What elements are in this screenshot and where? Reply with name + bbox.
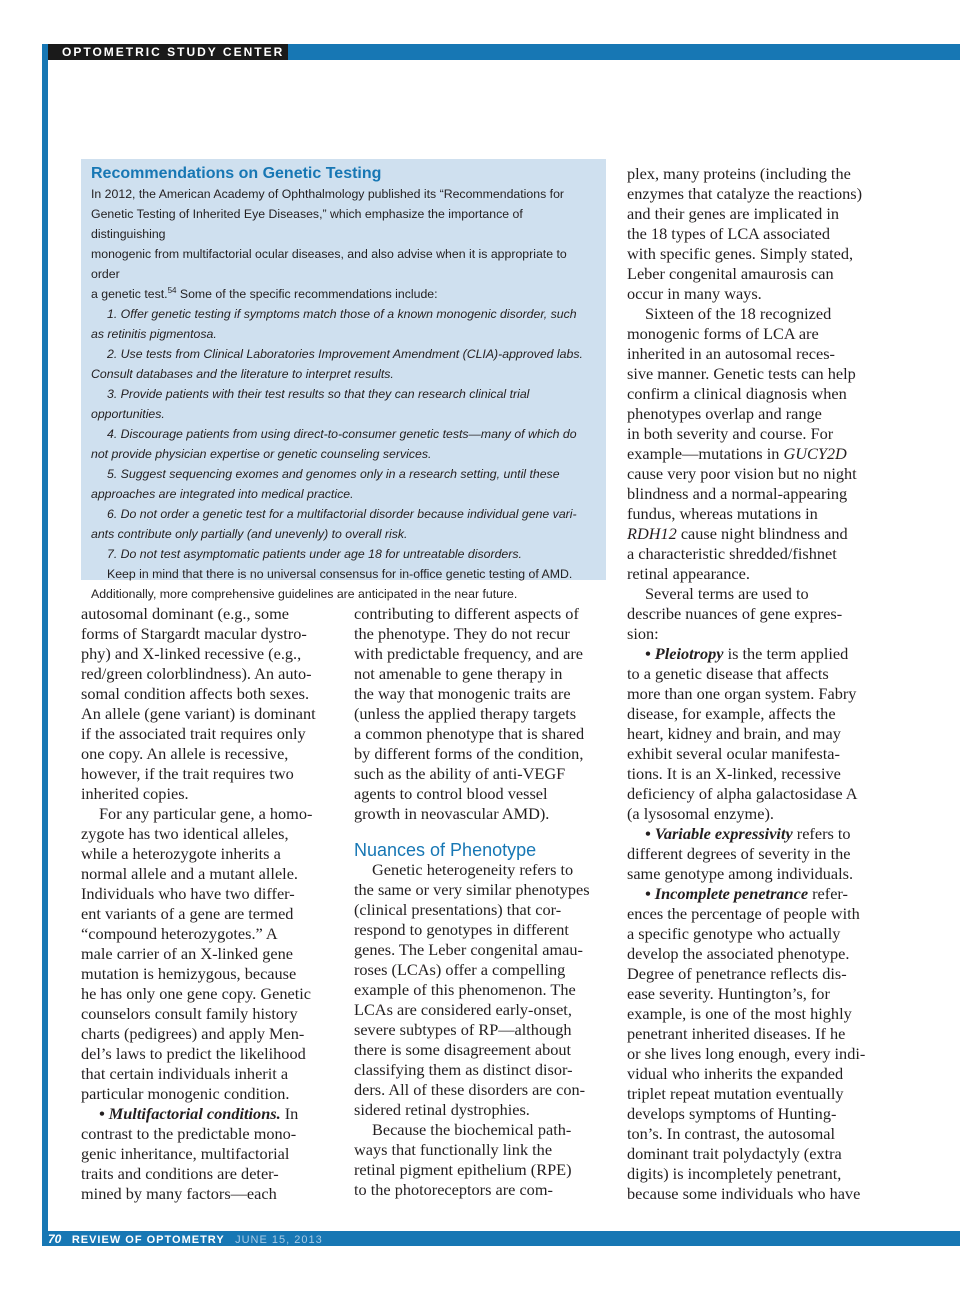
- recommendation-4-cont: not provide physician expertise or genetic counseling services.: [91, 447, 432, 461]
- body-line: same genotype among individuals.: [627, 864, 854, 883]
- body-line: [627, 824, 882, 844]
- body-line: genes. The Leber congenital amau-: [354, 940, 583, 959]
- body-line: develop the associated phenotype.: [627, 944, 850, 963]
- body-line: different degrees of severity in the: [627, 844, 851, 863]
- body-line: to the photoreceptors are com-: [354, 1180, 553, 1199]
- body-line: cause very poor vision but no night: [627, 464, 857, 483]
- body-line: digits) is incompletely penetrant,: [627, 1164, 842, 1183]
- body-line: “compound heterozygotes.” A: [81, 924, 278, 943]
- body-line: Leber congenital amaurosis can: [627, 264, 834, 283]
- body-line: that certain individuals inherit a: [81, 1064, 289, 1083]
- sidebar-closing-line: Keep in mind that there is no universal consensus for in-office genetic testing of AMD.: [107, 567, 573, 581]
- body-line: the 18 types of LCA associated: [627, 224, 831, 243]
- text-column-2: [354, 604, 609, 1200]
- sidebar-intro-line: In 2012, the American Academy of Ophthalmology published its “Recommendations for: [91, 187, 565, 201]
- body-line: phy) and X-linked recessive (e.g.,: [81, 644, 302, 663]
- body-line: ders. All of these disorders are con-: [354, 1080, 586, 1099]
- page-number: 70: [48, 1232, 62, 1246]
- body-line: the phenotype. They do not recur: [354, 624, 570, 643]
- body-line: the same or very similar phenotypes: [354, 880, 590, 899]
- body-line: ent variants of a gene are termed: [81, 904, 294, 923]
- body-line: such as the ability of anti-VEGF: [354, 764, 566, 783]
- body-line: a characteristic shredded/fishnet: [627, 544, 837, 563]
- body-line: retinal appearance.: [627, 564, 750, 583]
- body-line: describe nuances of gene expres-: [627, 604, 843, 623]
- body-line: with specific genes. Simply stated,: [627, 244, 854, 263]
- recommendation-2-cont: Consult databases and the literature to interpret results.: [91, 367, 394, 381]
- body-text: cause night blindness and: [676, 524, 848, 543]
- body-line: sive manner. Genetic tests can help: [627, 364, 856, 383]
- body-line: contributing to different aspects of: [354, 604, 579, 623]
- body-line: Genetic heterogeneity refers to: [372, 860, 574, 879]
- recommendation-1-cont: as retinitis pigmentosa.: [91, 327, 217, 341]
- body-line: somal condition affects both sexes.: [81, 684, 310, 703]
- body-line: traits and conditions are deter-: [81, 1164, 279, 1183]
- gene-name: GUCY2D: [783, 444, 847, 463]
- recommendation-6: 6. Do not order a genetic test for a multifactorial disorder because individual gene vari-: [107, 507, 577, 521]
- body-line: agents to control blood vessel: [354, 784, 548, 803]
- body-line: (clinical presentations) that cor-: [354, 900, 562, 919]
- sidebar-intro-text: a genetic test.: [91, 287, 168, 301]
- body-line: to a genetic disease that affects: [627, 664, 829, 683]
- body-line: blindness and a normal-appearing: [627, 484, 848, 503]
- body-line: zygote has two identical alleles,: [81, 824, 289, 843]
- recommendation-5: 5. Suggest sequencing exomes and genomes only in a research setting, until these: [107, 467, 560, 481]
- body-line: autosomal dominant (e.g., some: [81, 604, 289, 623]
- recommendation-4: 4. Discourage patients from using direct-to-consumer genetic tests—many of which do: [107, 427, 577, 441]
- term-multifactorial: • Multifactorial conditions.: [99, 1104, 281, 1123]
- body-line: mined by many factors—each: [81, 1184, 277, 1203]
- body-line: because some individuals who have: [627, 1184, 861, 1203]
- body-line: (unless the applied therapy targets: [354, 704, 577, 723]
- sidebar-intro-line: Genetic Testing of Inherited Eye Diseases,” which emphasize the importance of distinguishing: [91, 207, 523, 241]
- body-line: roses (LCAs) offer a compelling: [354, 960, 566, 979]
- body-line: growth in neovascular AMD).: [354, 804, 550, 823]
- sidebar-intro-line: [91, 284, 596, 304]
- body-line: confirm a clinical diagnosis when: [627, 384, 847, 403]
- recommendation-7: 7. Do not test asymptomatic patients under age 18 for untreatable disorders.: [107, 547, 522, 561]
- body-line: ton’s. In contrast, the autosomal: [627, 1124, 835, 1143]
- body-line: vidual who inherits the expanded: [627, 1064, 844, 1083]
- body-line: disease, for example, affects the: [627, 704, 836, 723]
- body-line: monogenic forms of LCA are: [627, 324, 819, 343]
- body-line: develops symptoms of Hunting-: [627, 1104, 837, 1123]
- body-line: particular monogenic condition.: [81, 1084, 290, 1103]
- body-line: genic inheritance, multifactorial: [81, 1144, 290, 1163]
- body-line: a common phenotype that is shared: [354, 724, 585, 743]
- body-line: classifying them as distinct disor-: [354, 1060, 573, 1079]
- body-line: dominant trait polydactyly (extra: [627, 1144, 842, 1163]
- body-line: Sixteen of the 18 recognized: [645, 304, 832, 323]
- genetic-testing-sidebar: [81, 159, 606, 601]
- body-line: one copy. An allele is recessive,: [81, 744, 289, 763]
- body-line: fundus, whereas mutations in: [627, 504, 818, 523]
- body-line: forms of Stargardt macular dystro-: [81, 624, 307, 643]
- body-line: exhibit several ocular manifesta-: [627, 744, 840, 763]
- body-line: example of this phenomenon. The: [354, 980, 576, 999]
- body-line: triplet repeat mutation eventually: [627, 1084, 844, 1103]
- body-text: is the term applied: [723, 644, 849, 663]
- body-line: tions. It is an X-linked, recessive: [627, 764, 841, 783]
- reference-superscript: 54: [167, 285, 177, 295]
- body-text: refer-: [808, 884, 848, 903]
- body-line: (a lysosomal enzyme).: [627, 804, 774, 823]
- body-line: in both severity and course. For: [627, 424, 834, 443]
- body-line: [627, 644, 882, 664]
- recommendation-3: 3. Provide patients with their test results so that they can research clinical trial: [107, 387, 530, 401]
- body-line: the way that monogenic traits are: [354, 684, 571, 703]
- section-label: OPTOMETRIC STUDY CENTER: [42, 44, 288, 60]
- body-line: respond to genotypes in different: [354, 920, 569, 939]
- body-line: phenotypes overlap and range: [627, 404, 822, 423]
- body-line: [627, 884, 882, 904]
- body-line: and their genes are implicated in: [627, 204, 840, 223]
- body-line: Individuals who have two differ-: [81, 884, 295, 903]
- body-line: example, is one of the most highly: [627, 1004, 852, 1023]
- recommendation-5-cont: approaches are integrated into medical practice.: [91, 487, 354, 501]
- body-line: mutation is hemizygous, because: [81, 964, 297, 983]
- body-line: if the associated trait requires only: [81, 724, 306, 743]
- sidebar-closing-line: Additionally, more comprehensive guidelines are anticipated in the near future.: [91, 587, 518, 601]
- body-line: inherited in an autosomal reces-: [627, 344, 835, 363]
- body-line: normal allele and a mutant allele.: [81, 864, 298, 883]
- body-line: occur in many ways.: [627, 284, 762, 303]
- body-line: [627, 524, 882, 544]
- body-text: refers to: [792, 824, 851, 843]
- body-line: there is some disagreement about: [354, 1040, 572, 1059]
- body-line: enzymes that catalyze the reactions): [627, 184, 863, 203]
- body-text: example—mutations in: [627, 444, 784, 463]
- text-column-3: [627, 164, 882, 1204]
- recommendation-6-cont: ants contribute only partially (and unevenly) to overall risk.: [91, 527, 408, 541]
- body-line: heart, kidney and brain, and may: [627, 724, 841, 743]
- body-line: retinal pigment epithelium (RPE): [354, 1160, 572, 1179]
- gene-name: RDH12: [627, 524, 677, 543]
- body-line: more than one organ system. Fabry: [627, 684, 857, 703]
- body-line: plex, many proteins (including the: [627, 164, 851, 183]
- body-line: not amenable to gene therapy in: [354, 664, 563, 683]
- section-heading: Nuances of Phenotype: [354, 840, 537, 860]
- body-line: LCAs are considered early-onset,: [354, 1000, 572, 1019]
- recommendation-2: 2. Use tests from Clinical Laboratories Improvement Amendment (CLIA)-approved labs.: [107, 347, 583, 361]
- body-line: ways that functionally link the: [354, 1140, 553, 1159]
- body-line: counselors consult family history: [81, 1004, 298, 1023]
- sidebar-title: Recommendations on Genetic Testing: [91, 165, 382, 182]
- term-variable-expressivity: • Variable expressivity: [645, 824, 793, 843]
- term-pleiotropy: • Pleiotropy: [645, 644, 724, 663]
- body-line: charts (pedigrees) and apply Men-: [81, 1024, 305, 1043]
- body-line: however, if the trait requires two: [81, 764, 294, 783]
- body-line: ences the percentage of people with: [627, 904, 860, 923]
- body-line: male carrier of an X-linked gene: [81, 944, 293, 963]
- body-line: [81, 1104, 336, 1124]
- body-line: Because the biochemical path-: [372, 1120, 572, 1139]
- body-line: severe subtypes of RP—although: [354, 1020, 572, 1039]
- footer-bar: [42, 1231, 960, 1246]
- body-line: a specific genotype who actually: [627, 924, 841, 943]
- body-line: del’s laws to predict the likelihood: [81, 1044, 306, 1063]
- recommendation-3-cont: opportunities.: [91, 407, 165, 421]
- recommendation-1: 1. Offer genetic testing if symptoms match those of a known monogenic disorder, such: [107, 307, 577, 321]
- body-line: sion:: [627, 624, 659, 643]
- sidebar-intro-text: Some of the specific recommendations include:: [176, 287, 438, 301]
- left-accent-bar: [42, 44, 48, 1246]
- body-line: An allele (gene variant) is dominant: [81, 704, 316, 723]
- body-line: sidered retinal dystrophies.: [354, 1100, 530, 1119]
- body-text: In: [280, 1104, 299, 1123]
- magazine-name: REVIEW OF OPTOMETRY: [71, 1234, 225, 1246]
- body-line: penetrant inherited diseases. If he: [627, 1024, 846, 1043]
- body-line: Degree of penetrance reflects dis-: [627, 964, 847, 983]
- body-line: while a heterozygote inherits a: [81, 844, 281, 863]
- body-line: [627, 444, 882, 464]
- body-line: ease severity. Huntington’s, for: [627, 984, 830, 1003]
- body-line: For any particular gene, a homo-: [99, 804, 313, 823]
- body-line: inherited copies.: [81, 784, 189, 803]
- body-line: or she lives long enough, every indi-: [627, 1044, 866, 1063]
- term-incomplete-penetrance: • Incomplete penetrance: [645, 884, 809, 903]
- text-column-1: [81, 604, 336, 1204]
- issue-date: JUNE 15, 2013: [235, 1234, 323, 1246]
- body-line: contrast to the predictable mono-: [81, 1124, 297, 1143]
- body-line: by different forms of the condition,: [354, 744, 584, 763]
- sidebar-intro-line: monogenic from multifactorial ocular diseases, and also advise when it is appropriate to order: [91, 247, 567, 281]
- body-line: red/green colorblindness). An auto-: [81, 664, 312, 683]
- body-line: Several terms are used to: [645, 584, 809, 603]
- body-line: he has only one gene copy. Genetic: [81, 984, 311, 1003]
- body-line: deficiency of alpha galactosidase A: [627, 784, 858, 803]
- body-line: with predictable frequency, and are: [354, 644, 584, 663]
